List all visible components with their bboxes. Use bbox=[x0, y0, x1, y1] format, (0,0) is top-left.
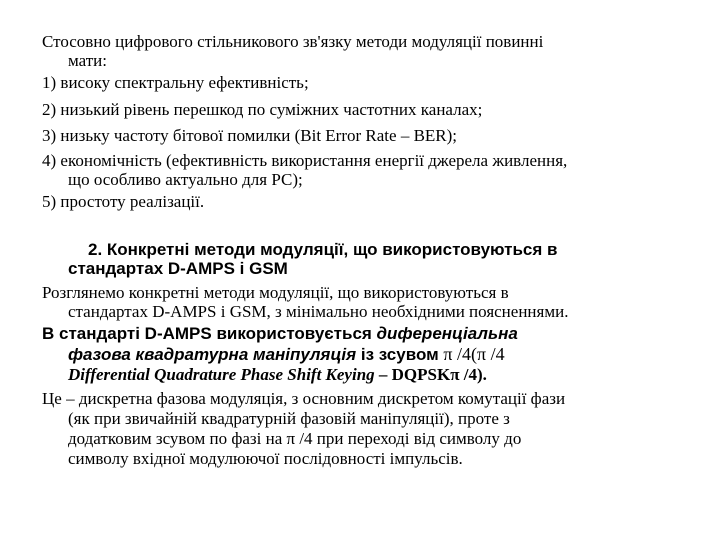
section-heading-line-1: 2. Конкретні методи модуляції, що використовуються в bbox=[88, 240, 558, 259]
p2-text-shift: із зсувом bbox=[356, 345, 444, 364]
p2-term-emphasis: диференціальна bbox=[376, 324, 518, 343]
paragraph-2-line-2 bbox=[68, 345, 505, 365]
p2-pi-expression: π /4(π /4 bbox=[443, 344, 505, 364]
paragraph-1-line-1: Розглянемо конкретні методи модуляції, що використовуються в bbox=[42, 283, 509, 302]
paragraph-2-line-3 bbox=[68, 366, 487, 385]
section-heading-line-2: стандартах D-AMPS і GSM bbox=[68, 259, 288, 278]
intro-line-1: Стосовно цифрового стільникового зв'язку методи модуляції повинні bbox=[42, 32, 544, 51]
intro-line-2: мати: bbox=[68, 51, 107, 70]
requirement-1: 1) високу спектральну ефективність; bbox=[42, 73, 309, 92]
requirement-2: 2) низький рівень перешкод по суміжних частотних каналах; bbox=[42, 100, 483, 119]
requirement-5: 5) простоту реалізації. bbox=[42, 192, 205, 211]
p2-text-normal: В стандарті D-AMPS використовується bbox=[42, 324, 377, 343]
p2-english-term: Differential Quadrature Phase Shift Keying bbox=[68, 365, 375, 384]
paragraph-3-line-1: Це – дискретна фазова модуляція, з основним дискретом комутації фази bbox=[42, 389, 566, 408]
paragraph-3-line-2: (як при звичайній квадратурній фазовій маніпуляції), проте з bbox=[68, 409, 510, 428]
requirement-3: 3) низьку частоту бітової помилки (Bit Error Rate – BER); bbox=[42, 126, 458, 145]
paragraph-3-line-3: додатковим зсувом по фазі на π /4 при переході від символу до bbox=[68, 429, 522, 448]
requirement-4-line-2: що особливо актуально для РС); bbox=[68, 170, 303, 189]
p2-term-emphasis-2: фазова квадратурна маніпуляція bbox=[68, 345, 357, 364]
paragraph-2-line-1 bbox=[42, 325, 518, 344]
paragraph-1-line-2: стандартах D-AMPS і GSM, з мінімально необхідними поясненнями. bbox=[68, 302, 569, 321]
requirement-4-line-1: 4) економічність (ефективність використання енергії джерела живлення, bbox=[42, 151, 568, 170]
p2-abbreviation: – DQPSKπ /4). bbox=[374, 365, 487, 384]
paragraph-3-line-4: символу вхідної модулюючої послідовності імпульсів. bbox=[68, 449, 463, 468]
